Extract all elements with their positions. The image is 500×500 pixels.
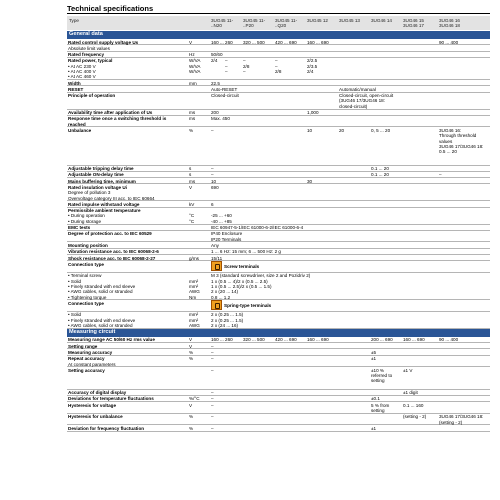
spec-unit: s bbox=[189, 172, 192, 178]
spec-value: 15/11 bbox=[211, 255, 223, 261]
spec-value: 3UG46 17/3UG46 18: (setting - 2) bbox=[439, 414, 484, 425]
spec-value: IEC 60947-5-1/IEC 61000-6-2/IEC 61000-6-4 bbox=[211, 225, 304, 231]
type-label: Type bbox=[69, 18, 79, 23]
spec-value: 22.5 bbox=[211, 80, 220, 86]
spec-label-main: Vibration resistance acc. to IEC 60068-2-6 bbox=[68, 249, 159, 255]
spec-value: 2/4 bbox=[211, 58, 218, 64]
spec-value: 160 ... 690 bbox=[307, 337, 329, 343]
spec-row bbox=[67, 402, 490, 414]
spec-sublabel: • At AC 230 V bbox=[68, 63, 96, 69]
spec-unit: g/ms bbox=[189, 255, 199, 261]
section-header bbox=[67, 329, 490, 337]
spec-value: – – 2/8 bbox=[275, 58, 282, 74]
spec-label bbox=[68, 356, 176, 367]
spec-label-main: • Solid bbox=[68, 312, 82, 318]
spec-value: 690 bbox=[211, 184, 219, 190]
spec-value: – bbox=[211, 367, 214, 373]
spec-label-main: Measuring accuracy bbox=[68, 349, 113, 355]
spec-sublabel: • AWG cables, solid or stranded bbox=[68, 289, 133, 295]
spec-value: – bbox=[211, 172, 214, 178]
spec-row bbox=[67, 356, 490, 368]
spec-unit: ms bbox=[189, 178, 196, 184]
spec-label-main: Availability time after application of Us bbox=[68, 110, 153, 116]
spec-row bbox=[67, 184, 490, 201]
spec-sublabel: • At AC 460 V bbox=[68, 74, 96, 80]
spec-unit: V bbox=[189, 337, 193, 343]
spec-unit: V bbox=[189, 343, 193, 349]
spec-label bbox=[68, 414, 176, 419]
spec-unit: kV bbox=[189, 201, 195, 207]
col-header: 3UG45 12 bbox=[307, 18, 328, 23]
spec-value: – bbox=[211, 349, 214, 355]
spec-label bbox=[68, 172, 176, 177]
spec-value: Spring-type terminals bbox=[211, 301, 271, 311]
spec-label-main: Shock resistance acc. to IEC 60068-2-27 bbox=[68, 255, 156, 261]
spec-label bbox=[68, 166, 176, 171]
spec-label bbox=[68, 52, 176, 57]
spec-label bbox=[68, 185, 176, 201]
spec-value: ±1 digit bbox=[403, 390, 418, 396]
spec-label-main: Setting accuracy bbox=[68, 367, 105, 373]
spec-label-main: Absolute limit values bbox=[68, 45, 110, 51]
col-header: 3UG46 14 bbox=[371, 18, 392, 23]
spec-value: 6 bbox=[211, 201, 214, 207]
spec-value: Closed-circuit, open-circuit (3UG46 17/3UG46 18: closed-circuit) bbox=[339, 93, 394, 109]
spec-row bbox=[67, 300, 490, 312]
spec-label bbox=[68, 225, 176, 230]
section-title: Measuring circuit bbox=[69, 328, 116, 335]
spec-label-main: Mounting position bbox=[68, 242, 108, 248]
spec-value: Auto-RESET bbox=[211, 86, 238, 92]
spec-value: ±0.1 bbox=[371, 396, 380, 402]
spec-value: – bbox=[211, 390, 214, 396]
spec-label bbox=[68, 396, 176, 401]
spec-label bbox=[68, 128, 176, 133]
screw-terminal-icon bbox=[211, 261, 222, 271]
spec-label-main: Rated impulse withstand voltage bbox=[68, 201, 140, 207]
spec-unit: W/VA W/VA W/VA bbox=[189, 58, 201, 74]
spec-value: 0, 5 ... 20 bbox=[371, 127, 391, 133]
spec-value: 160 ... 690 bbox=[307, 39, 329, 45]
spec-label-main: Accuracy of digital display bbox=[68, 390, 127, 396]
spec-label-main: Setting range bbox=[68, 343, 98, 349]
spec-label-main: Measuring range AC 50/60 Hz rms value bbox=[68, 337, 155, 343]
page-title: Technical specifications bbox=[67, 4, 154, 13]
col-header: 3UG46 16 3UG46 18 bbox=[439, 18, 460, 28]
spec-value: 320 ... 500 bbox=[243, 337, 265, 343]
title-rule bbox=[67, 13, 490, 14]
spec-value: 200 ... 690 bbox=[371, 337, 393, 343]
spec-sublabel: • Solid bbox=[68, 278, 82, 284]
spec-unit: V bbox=[189, 184, 193, 190]
spec-label-main: EMC tests bbox=[68, 225, 91, 231]
spec-value: Max. 450 bbox=[211, 116, 230, 122]
spec-label bbox=[68, 116, 176, 127]
spec-value: 1,000 bbox=[307, 110, 319, 116]
spec-value: 90 ... 400 bbox=[439, 337, 459, 343]
col-header: 3UG46 15 3UG46 17 bbox=[403, 18, 424, 28]
spec-label-main: • Terminal screw bbox=[68, 273, 102, 279]
spec-value: 320 ... 500 bbox=[243, 39, 265, 45]
section-header bbox=[67, 31, 490, 39]
spec-value: ±1 V bbox=[403, 367, 413, 373]
spec-unit: °C °C bbox=[189, 213, 195, 224]
spec-label-main: Width bbox=[68, 80, 81, 86]
spec-unit: mm² mm² AWG bbox=[189, 312, 200, 329]
spec-label-main: Degree of protection acc. to IEC 60529 bbox=[68, 231, 152, 237]
spec-label-main: Deviations for temperature fluctuations bbox=[68, 396, 154, 402]
spec-value: – bbox=[211, 356, 214, 362]
spec-label bbox=[68, 337, 176, 342]
spec-value: ±1 bbox=[371, 425, 377, 431]
spec-unit: % bbox=[189, 349, 194, 355]
col-header: 3UG45 11- ..Q20 bbox=[275, 18, 298, 28]
spec-value: Any bbox=[211, 242, 219, 248]
spec-label bbox=[68, 390, 176, 395]
spec-sublabel: At constant parameters bbox=[68, 361, 116, 367]
spec-label-main: Response time once a switching threshold is reached bbox=[68, 116, 167, 127]
spec-label bbox=[68, 179, 176, 184]
spec-value: ±5 bbox=[371, 349, 377, 355]
spec-value: – bbox=[211, 127, 214, 133]
spec-label-main: Rated power, typical bbox=[68, 58, 113, 64]
spec-sublabel: • Finely stranded with end sleeve bbox=[68, 283, 136, 289]
spec-row bbox=[67, 208, 490, 225]
spec-label bbox=[68, 243, 176, 248]
spec-unit: mm bbox=[189, 80, 197, 86]
spec-value: 0.1 ... 20 bbox=[371, 166, 389, 172]
spec-value: 420 ... 690 bbox=[275, 337, 297, 343]
spec-sublabel: • Finely stranded with end sleeve bbox=[68, 317, 136, 323]
col-header: 3UG45 11- ..P20 bbox=[243, 18, 266, 28]
spec-label-main: Unbalance bbox=[68, 127, 92, 133]
spec-label bbox=[68, 231, 176, 236]
spec-unit: %/°C bbox=[189, 396, 200, 402]
spec-unit: s bbox=[189, 166, 192, 172]
spec-unit: ms bbox=[189, 116, 196, 122]
spec-label-main: Mains buffering time, minimum bbox=[68, 178, 136, 184]
spec-value: – bbox=[211, 402, 214, 408]
spec-label-main: Rated frequency bbox=[68, 52, 104, 58]
spec-label bbox=[68, 208, 176, 224]
spec-label bbox=[68, 93, 176, 98]
spec-value: 90 ... 400 bbox=[439, 39, 459, 45]
spec-sublabel: Degree of pollution 3 bbox=[68, 190, 111, 196]
spec-value: 5 % from setting bbox=[371, 402, 390, 413]
spec-value: – bbox=[211, 166, 214, 172]
section-title: General data bbox=[69, 31, 103, 37]
spec-value: 30 bbox=[307, 178, 313, 184]
spec-value: ±10 % referred to setting bbox=[371, 367, 393, 384]
spec-label bbox=[68, 368, 176, 373]
spec-table bbox=[67, 31, 490, 432]
spec-label bbox=[68, 262, 176, 267]
spec-sublabel: Overvoltage category III acc. to IEC 60664 bbox=[68, 195, 155, 201]
spec-value: 160 ... 260 bbox=[211, 39, 233, 45]
spec-value: ±1 bbox=[371, 356, 377, 362]
spec-unit: Hz bbox=[189, 52, 195, 58]
spec-label bbox=[68, 58, 176, 79]
spec-value: Closed-circuit bbox=[211, 93, 239, 99]
spec-sublabel: • Tightening torque bbox=[68, 294, 107, 300]
spec-value: 10 bbox=[211, 178, 217, 184]
spec-value: 10 bbox=[307, 127, 313, 133]
spec-label-main: Rated control supply voltage Us bbox=[68, 39, 139, 45]
spec-value: 2 x (0.25 ... 1.5) 2 x (0.25 ... 1.5) 2 x (24 ... 16) bbox=[211, 312, 244, 329]
spec-value: – bbox=[211, 425, 214, 431]
spec-unit: ms bbox=[189, 110, 196, 116]
spec-label-main: Hysteresis for unbalance bbox=[68, 414, 123, 420]
spec-label bbox=[68, 40, 176, 45]
spec-row bbox=[67, 414, 490, 426]
table-header bbox=[67, 16, 490, 30]
spec-unit: V bbox=[189, 39, 193, 45]
spec-sublabel: • AWG cables, solid or stranded bbox=[68, 323, 133, 329]
spec-row bbox=[67, 312, 490, 329]
spec-value: 160 ... 690 bbox=[403, 337, 425, 343]
spec-label bbox=[68, 110, 176, 115]
spec-value: – bbox=[439, 172, 442, 178]
spec-row bbox=[67, 116, 490, 128]
spec-value: M 3 (standard screwdriver, size 2 and Pozidriv 2) 1 x (0.5 ... 4)/2 x (0.5 ... 2.5) 1 x (0.5 ... 2.5)/2 x (0.5 ... 1.5) 2 x (20 ... 14) 0.8 ... 1.2 bbox=[211, 273, 311, 300]
spec-label bbox=[68, 81, 176, 86]
spec-value: IP40 Enclosure IP20 Terminals bbox=[211, 231, 243, 242]
spec-sublabel: • During storage bbox=[68, 218, 102, 224]
spec-label-main: Connection type bbox=[68, 300, 104, 306]
spec-label bbox=[68, 256, 176, 261]
spec-row bbox=[67, 367, 490, 389]
spec-value: Automatic/manual bbox=[339, 86, 376, 92]
spec-value: – – – bbox=[225, 58, 228, 74]
spec-unit: V bbox=[189, 402, 193, 408]
spec-row bbox=[67, 261, 490, 273]
spec-label-main: Adjustable ON-delay time bbox=[68, 172, 124, 178]
spec-value: – 2/8 – bbox=[243, 58, 250, 74]
spring-terminal-icon bbox=[211, 300, 222, 310]
spec-label bbox=[68, 350, 176, 355]
spec-label bbox=[68, 312, 176, 328]
spec-label-main: Rated insulation voltage Ui bbox=[68, 184, 127, 190]
spec-label-main: Principle of operation bbox=[68, 93, 116, 99]
spec-label-main: Adjustable tripping delay time bbox=[68, 166, 134, 172]
spec-value: 0.1 ... 20 bbox=[371, 172, 389, 178]
spec-label-main: RESET bbox=[68, 86, 84, 92]
spec-label bbox=[68, 273, 176, 299]
spec-row bbox=[67, 127, 490, 165]
spec-row bbox=[67, 425, 490, 431]
spec-label-main: Repeat accuracy bbox=[68, 356, 105, 362]
col-header: 3UG45 11- ..N20 bbox=[211, 18, 234, 28]
spec-row bbox=[67, 231, 490, 243]
spec-value: – bbox=[211, 414, 214, 420]
spec-value: 420 ... 690 bbox=[275, 39, 297, 45]
spec-label bbox=[68, 301, 176, 306]
spec-value: – bbox=[211, 396, 214, 402]
spec-unit: mm² mm² AWG Nm bbox=[189, 278, 200, 300]
spec-sublabel: • During operation bbox=[68, 213, 105, 219]
spec-label-main: Deviation for frequency fluctuation bbox=[68, 425, 145, 431]
spec-row bbox=[67, 93, 490, 110]
spec-row bbox=[67, 273, 490, 301]
spec-label-main: Connection type bbox=[68, 261, 104, 267]
spec-sublabel: • At AC 400 V bbox=[68, 68, 96, 74]
spec-row bbox=[67, 58, 490, 80]
spec-value: (setting - 2) bbox=[403, 414, 427, 420]
spec-unit: % bbox=[189, 356, 194, 362]
spec-label bbox=[68, 87, 176, 92]
spec-value: 1 ... 6 Hz: 15 mm; 6 ... 500 Hz: 2 g bbox=[211, 249, 281, 255]
spec-value: 160 ... 260 bbox=[211, 337, 233, 343]
spec-label bbox=[68, 249, 176, 254]
spec-label bbox=[68, 46, 176, 51]
spec-value: 0.1 ... 160 bbox=[403, 402, 424, 408]
spec-value: 20 bbox=[339, 127, 345, 133]
spec-value: 2/2.5 2/3.5 2/4 bbox=[307, 58, 318, 74]
spec-value: -25 ... +60 -40 ... +85 bbox=[211, 213, 232, 224]
spec-value: 200 bbox=[211, 110, 219, 116]
spec-value: – bbox=[211, 343, 214, 349]
spec-label bbox=[68, 344, 176, 349]
spec-label bbox=[68, 202, 176, 207]
spec-unit: % bbox=[189, 127, 194, 133]
col-header: 3UG45 13 bbox=[339, 18, 360, 23]
spec-value: 3UG46 16: Through threshold values 3UG46 17/3UG46 18: 0.5 ... 20 bbox=[439, 127, 484, 155]
spec-label-main: Hysteresis for voltage bbox=[68, 402, 116, 408]
spec-label bbox=[68, 403, 176, 408]
spec-unit: % bbox=[189, 414, 194, 420]
spec-value: 50/60 bbox=[211, 52, 223, 58]
spec-label-main: Permissible ambient temperature bbox=[68, 208, 141, 214]
spec-value: Screw terminals bbox=[211, 262, 259, 272]
spec-label bbox=[68, 426, 176, 431]
spec-unit: % bbox=[189, 425, 194, 431]
